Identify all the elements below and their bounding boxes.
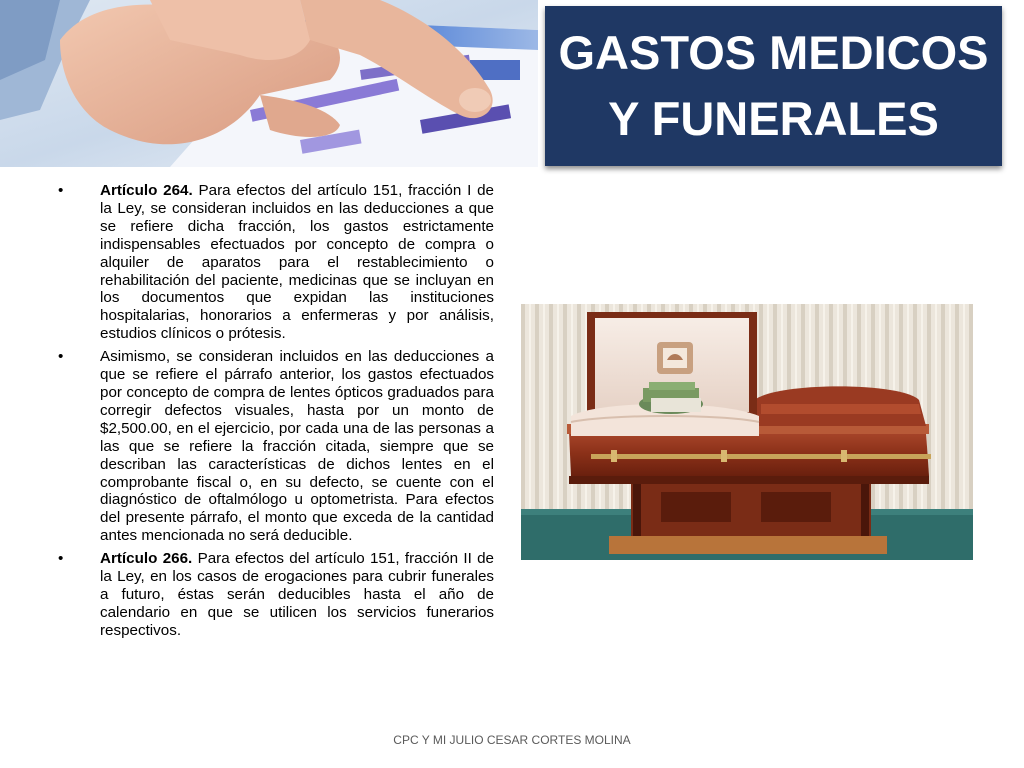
- bullet-list: [58, 182, 494, 640]
- page-title: [558, 20, 988, 152]
- article-heading: Artículo 266.: [100, 550, 193, 568]
- list-item: [58, 550, 494, 640]
- list-item-text: Asimismo, se consideran incluidos en las deducciones a que se refiere el párrafo anterior, los gastos efectuados por concepto de compra de lentes ópticos graduados para corregir defectos visuales, hasta por un monto de $2,500.00, en el ejercicio, por cada una de las personas a las que se refiere la fracción citada, siempre que se describan las características de dichos lentes en el comprobante fiscal o, en su defecto, se cuente con el diagnóstico de oftalmólogo u optometrista. Para efectos del presente párrafo, el monto que exceda de la cantidad antes mencionada no será deducible.: [100, 348, 494, 545]
- casket-image: [521, 304, 973, 560]
- title-box: [545, 6, 1002, 166]
- body-content: [58, 182, 494, 645]
- title-line-1: GASTOS MEDICOS: [558, 26, 989, 79]
- footer-text: CPC Y MI JULIO CESAR CORTES MOLINA: [393, 733, 631, 747]
- article-heading: Artículo 264.: [100, 182, 193, 199]
- list-item-text: Para efectos del artículo 151, fracción I de la Ley, se consideran incluidos en las deducciones a que se refiere dicha fracción, los gastos estrictamente indispensables efectuados por concepto de compra o alquiler de aparatos para el restablecimiento o rehabilitación del paciente, medicinas que se incluyan en los documentos que expidan las instituciones hospitalarias, honorarios a enfermeras y por análisis, estudios clínicos o prótesis.: [100, 182, 495, 343]
- bullet-marker: •: [58, 550, 64, 568]
- list-item: [58, 348, 494, 545]
- bullet-marker: •: [58, 182, 64, 199]
- hand-tablet-image: [0, 0, 538, 167]
- list-item: [58, 182, 494, 343]
- list-item-text: Para efectos del artículo 151, fracción II de la Ley, en los casos de erogaciones para cubrir funerales a futuro, éstas serán deducibles hasta el año de calendario en que se utilicen los servicios funerarios respectivos.: [100, 550, 495, 639]
- title-line-2: Y FUNERALES: [608, 92, 939, 145]
- hero-photo: [0, 0, 538, 167]
- bullet-marker: •: [58, 348, 64, 366]
- casket-photo: [521, 304, 973, 560]
